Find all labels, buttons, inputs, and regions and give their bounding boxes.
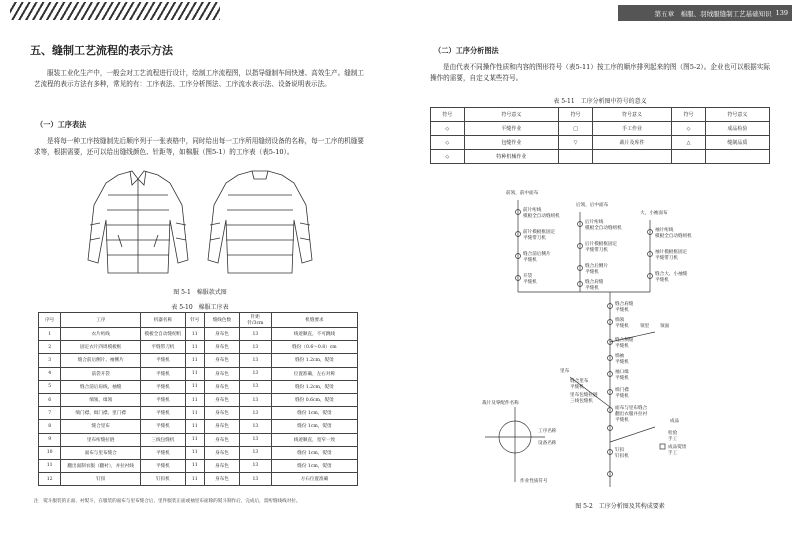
symbol-cell: ◇: [431, 150, 465, 164]
c3-2: 袖片模板框固定: [655, 250, 688, 255]
symbol-meaning-cell: 缝制品质: [705, 136, 769, 150]
table-header-row: [39, 313, 358, 328]
table-cell: 身布色: [204, 380, 239, 393]
table-cell: 7: [39, 407, 61, 420]
table-cell: 平缝机: [141, 407, 186, 420]
c2-3: 平缝带刀机: [585, 248, 608, 253]
table-cell: 身布色: [204, 367, 239, 380]
c2-6: 缝合肩缝: [585, 280, 604, 285]
symbol-meaning-cell: [705, 150, 769, 164]
table-510-caption: 表 5-10 棉服工序表: [171, 304, 229, 311]
col2-head: 后领，后中面布: [576, 203, 609, 208]
table-cell: 身布色: [204, 459, 239, 472]
table-row: [39, 473, 358, 486]
sym-th-6: 符号意义: [705, 108, 769, 122]
table-cell: 缝份 0.6cm，熨烫: [271, 393, 357, 406]
symbol-table-row: [431, 136, 770, 150]
col1-head: 前领，前中面布: [506, 191, 539, 196]
m-16: 钉扣机: [615, 454, 629, 459]
sm-2: 平缝机: [570, 385, 584, 390]
table-cell: 2: [39, 341, 61, 354]
sym-th-1: 符号: [431, 108, 465, 122]
lg-3: 作业性质符号: [520, 479, 548, 484]
sym-th-2: 符号意义: [464, 108, 559, 122]
table-cell: 11: [185, 420, 204, 433]
th-index: 序号: [39, 313, 61, 328]
table-cell: 身布色: [204, 393, 239, 406]
th-machine: 机器名称: [141, 313, 186, 328]
table-cell: 10: [39, 446, 61, 459]
table-cell: 平缝机: [141, 354, 186, 367]
sm-1: 缝合里布: [570, 379, 589, 384]
table-cell: 平缝机: [141, 367, 186, 380]
col3-head: 大，小袖面布: [640, 211, 668, 216]
table-cell: 身布色: [204, 354, 239, 367]
symbol-cell: ◇: [672, 122, 706, 136]
table-cell: 3: [39, 354, 61, 367]
c3-4: 缝合大、小袖缝: [655, 272, 688, 277]
sub1-title: （一）工序表法: [36, 120, 87, 129]
table-cell: 平缝机: [141, 446, 186, 459]
table-cell: 6: [39, 393, 61, 406]
table-cell: 11: [185, 328, 204, 341]
table-cell: 钉扣机: [141, 473, 186, 486]
table-cell: 11: [185, 459, 204, 472]
m-0: 缝合肩缝: [615, 302, 634, 307]
chart-text: [482, 189, 692, 484]
table-cell: 11: [185, 407, 204, 420]
jacket-front-sketch: [88, 171, 188, 273]
th-requirement: 机缝要求: [271, 313, 357, 328]
m-4: 缝合侧缝: [615, 338, 634, 343]
table-cell: 前袋开袋: [61, 367, 141, 380]
process-table-body: [39, 328, 358, 486]
table-cell: 翻出面制衣服（翻衬），并拉衬线: [61, 459, 141, 472]
symbol-table-body: [431, 122, 770, 164]
fig1-caption: 图 5-1 棉服款式图: [173, 289, 227, 296]
table-cell: 三线包缝机: [141, 433, 186, 446]
table-cell: 13: [239, 459, 271, 472]
c2-0: 后片绗线: [585, 220, 604, 225]
table-cell: 13: [239, 420, 271, 433]
m-1: 平缝机: [615, 308, 629, 313]
m-9: 平缝机: [615, 376, 629, 381]
m-6: 绱袖: [615, 354, 625, 359]
fn-1: 检验: [668, 431, 678, 436]
m-2: 绱领: [615, 318, 625, 323]
c1-1: 模板全自动缝纫机: [523, 214, 560, 219]
table-cell: 绱门襟、缉门襟、里门襟: [61, 407, 141, 420]
symbol-meaning-cell: 手工作业: [592, 122, 671, 136]
symbol-meaning-cell: 裁片及库件: [592, 136, 671, 150]
table-cell: 身布色: [204, 328, 239, 341]
table-cell: 平缝带刀机: [141, 341, 186, 354]
m-7: 平缝机: [615, 360, 629, 365]
table-cell: 11: [185, 380, 204, 393]
table-row: [39, 446, 358, 459]
table-cell: 身布色: [204, 433, 239, 446]
fig2-caption: 图 5-2 工序分析图及其构成要素: [575, 503, 665, 510]
table-cell: 缝份 1.2cm，熨烫: [271, 380, 357, 393]
lg-2: 设备名称: [538, 441, 557, 446]
table-cell: 13: [239, 407, 271, 420]
table-cell: 线迹顺直，不可跳线: [271, 328, 357, 341]
c1-6: 开袋: [523, 274, 533, 279]
table-cell: 13: [239, 354, 271, 367]
table-cell: 11: [185, 473, 204, 486]
table-cell: 13: [239, 341, 271, 354]
table-note: 注 熨斗服装的正面、衬熨斗，在服装的面布与里布缝合后，里件服装正面或袖里布面除的熨斗制作后，完成后，需绗缝线线对拉。: [34, 499, 301, 504]
chart-lines: [485, 200, 655, 487]
table-cell: 13: [239, 367, 271, 380]
m-15: 钉扣: [615, 448, 625, 453]
symbol-meaning-cell: [592, 150, 671, 164]
symbol-cell: ▽: [559, 136, 593, 150]
table-cell: 13: [239, 433, 271, 446]
symbol-cell: [559, 150, 593, 164]
c2-5: 平缝机: [585, 270, 599, 275]
sub2-title: （二）工序分析图法: [434, 46, 499, 55]
table-cell: 11: [185, 367, 204, 380]
c1-4: 缝合前后侧片: [523, 252, 551, 257]
table-cell: 缝份 1cm，熨烫: [271, 407, 357, 420]
table-cell: 11: [185, 393, 204, 406]
table-cell: 钉扣: [61, 473, 141, 486]
symbol-table-row: [431, 122, 770, 136]
c1-7: 平缝机: [523, 280, 537, 285]
intro-paragraph: 服装工业化生产中，一般会对工艺流程进行设计，绘制工序流程图，以指导缝制车间快速、高效生产。缝制工艺流程的表示方法有多种，常见的有：工序表法、工序分析图法、工序流水表示法、设备说明表示法。: [34, 69, 364, 88]
table-cell: 缝份 1.2cm，熨烫: [271, 354, 357, 367]
table-row: [39, 367, 358, 380]
jacket-back-sketch: [208, 171, 312, 273]
fn-0: 成品: [670, 419, 680, 424]
right-header: [618, 5, 792, 21]
table-cell: 位置准确，左右对称: [271, 367, 357, 380]
fn-2: 手工: [668, 437, 678, 442]
table-row: [39, 354, 358, 367]
m-5: 平缝机: [615, 344, 629, 349]
m-10: 绱门襟: [615, 388, 629, 393]
table-cell: 9: [39, 433, 61, 446]
c2-1: 模板全自动缝纫机: [585, 226, 622, 231]
table-row: [39, 459, 358, 472]
symbol-meaning-cell: 平缝作业: [464, 122, 559, 136]
sym-th-5: 符号: [672, 108, 706, 122]
sym-th-4: 符号意义: [592, 108, 671, 122]
table-cell: 4: [39, 367, 61, 380]
table-cell: 11: [185, 446, 204, 459]
symbol-table: [430, 107, 770, 164]
table-cell: 8: [39, 420, 61, 433]
table-cell: 11: [185, 341, 204, 354]
table-cell: 11: [185, 354, 204, 367]
table-row: [39, 393, 358, 406]
symbol-cell: △: [672, 136, 706, 150]
table-cell: 绱领，缉领: [61, 393, 141, 406]
table-cell: 13: [239, 328, 271, 341]
process-analysis-chart: [480, 182, 780, 497]
table-cell: 里布绗缝拉链: [61, 433, 141, 446]
table-row: [39, 341, 358, 354]
table-cell: 模板全自动缝纫机: [141, 328, 186, 341]
c2-2: 后片模板框固定: [585, 242, 618, 247]
table-cell: 11: [39, 459, 61, 472]
table-row: [39, 328, 358, 341]
c2-4: 缝合后侧片: [585, 264, 608, 269]
symbol-meaning-cell: 包缝作业: [464, 136, 559, 150]
table-cell: 方石位置准确: [271, 473, 357, 486]
symbol-cell: □: [559, 122, 593, 136]
m-14: 平缝机: [615, 418, 629, 423]
fn-3: 成品熨烫: [668, 445, 687, 450]
m-12: 面布与里布缝合: [615, 406, 648, 411]
table-cell: 缝合里布: [61, 420, 141, 433]
c3-0: 袖片绗线: [655, 228, 674, 233]
section-title: 五、缝制工艺流程的表示方法: [30, 44, 173, 57]
symbol-cell: ◇: [431, 122, 465, 136]
table-row: [39, 407, 358, 420]
table-cell: 13: [239, 393, 271, 406]
c1-0: 前片绗线: [523, 208, 542, 213]
table-cell: 固定衣片四周模板框: [61, 341, 141, 354]
table-cell: 缝份 1cm，熨烫: [271, 420, 357, 433]
sm-0: 里布: [560, 369, 570, 374]
right-page-number: 139: [775, 9, 788, 17]
table-row: [39, 420, 358, 433]
table-cell: 线迹顺直，宽窄一致: [271, 433, 357, 446]
table-cell: 身布色: [204, 473, 239, 486]
fn-4: 手工: [668, 451, 678, 456]
header-hatch-pattern: [10, 2, 220, 20]
symbol-cell: [672, 150, 706, 164]
lg-1: 工序名称: [538, 429, 557, 434]
sm-4: 三线包缝机: [570, 399, 593, 404]
c1-3: 平缝带刀机: [523, 236, 546, 241]
c1-5: 平缝机: [523, 258, 537, 263]
m-8: 袖口缉: [615, 370, 629, 375]
table-cell: 衣片绗线: [61, 328, 141, 341]
m-3: 平缝机: [615, 324, 629, 329]
table-cell: 缝份（0.6～0.8）cm: [271, 341, 357, 354]
sub2-paragraph: 是由代表不同操作性质和内容的图形符号（表5-11）按工序的顺序排列起来的图（图5-2）。企业也可以根据实际操作的需要，自定义某些符号。: [430, 63, 770, 82]
table-cell: 身布色: [204, 446, 239, 459]
table-cell: 面布与里布缝合: [61, 446, 141, 459]
symbol-table-row: [431, 150, 770, 164]
c1-2: 前片模板框固定: [523, 230, 556, 235]
table-cell: 身布色: [204, 341, 239, 354]
symbol-table-header: [431, 108, 770, 122]
c3-1: 模板全自动缝纫机: [655, 234, 692, 239]
th-process: 工序: [61, 313, 141, 328]
table-511-caption: 表 5-11 工序分析图中符号的意义: [553, 98, 647, 105]
table-cell: 13: [239, 446, 271, 459]
jacket-sketch-figure: [70, 165, 330, 285]
table-row: [39, 380, 358, 393]
process-table: [38, 312, 358, 486]
m-13: 翻出衣服并拉衬: [615, 412, 648, 417]
table-cell: 平缝机: [141, 393, 186, 406]
symbol-meaning-cell: 特种机械作业: [464, 150, 559, 164]
table-cell: 平缝机: [141, 380, 186, 393]
table-cell: 缝合前后侧片、袖侧片: [61, 354, 141, 367]
table-cell: 12: [39, 473, 61, 486]
table-cell: 缝合前后肩线、袖缝: [61, 380, 141, 393]
right-running-title: 第五章 棉服、羽绒服缝制工艺基础知识: [654, 9, 772, 18]
sub1-paragraph: 是将每一种工序按缝制先后顺序列于一张表格中，同时给出每一工序所用缝纫设备的名称，每一工序的机缝要求等，根据需要，还可以给出缝线颜色、针距等，如棉服（图5-1）的工序表（表5-10）。: [34, 137, 364, 156]
lg-0: 裁片及零配件名称: [482, 401, 519, 406]
table-cell: 缝份 1cm，熨烫: [271, 459, 357, 472]
symbol-cell: ◇: [431, 136, 465, 150]
table-cell: 平缝机: [141, 420, 186, 433]
sym-th-3: 符号: [559, 108, 593, 122]
symbol-meaning-cell: 成品检验: [705, 122, 769, 136]
table-cell: 5: [39, 380, 61, 393]
table-cell: 11: [185, 433, 204, 446]
c2-7: 平缝机: [585, 286, 599, 291]
st-0: 领里: [640, 324, 650, 329]
table-cell: 13: [239, 380, 271, 393]
table-cell: 1: [39, 328, 61, 341]
th-stitch-length: 针距 针/3cm: [239, 313, 271, 328]
table-cell: 缝份 1cm，熨烫: [271, 446, 357, 459]
c3-5: 平缝机: [655, 278, 669, 283]
table-cell: 平缝机: [141, 459, 186, 472]
table-cell: 身布色: [204, 420, 239, 433]
c3-3: 平缝带刀机: [655, 256, 678, 261]
th-needle: 针号: [185, 313, 204, 328]
st-1: 领面: [660, 324, 670, 329]
sm-3: 里布包缝拉链: [570, 393, 598, 398]
th-thread-color: 缝线色数: [204, 313, 239, 328]
m-11: 平缝机: [615, 394, 629, 399]
table-cell: 身布色: [204, 407, 239, 420]
table-row: [39, 433, 358, 446]
table-cell: 13: [239, 473, 271, 486]
